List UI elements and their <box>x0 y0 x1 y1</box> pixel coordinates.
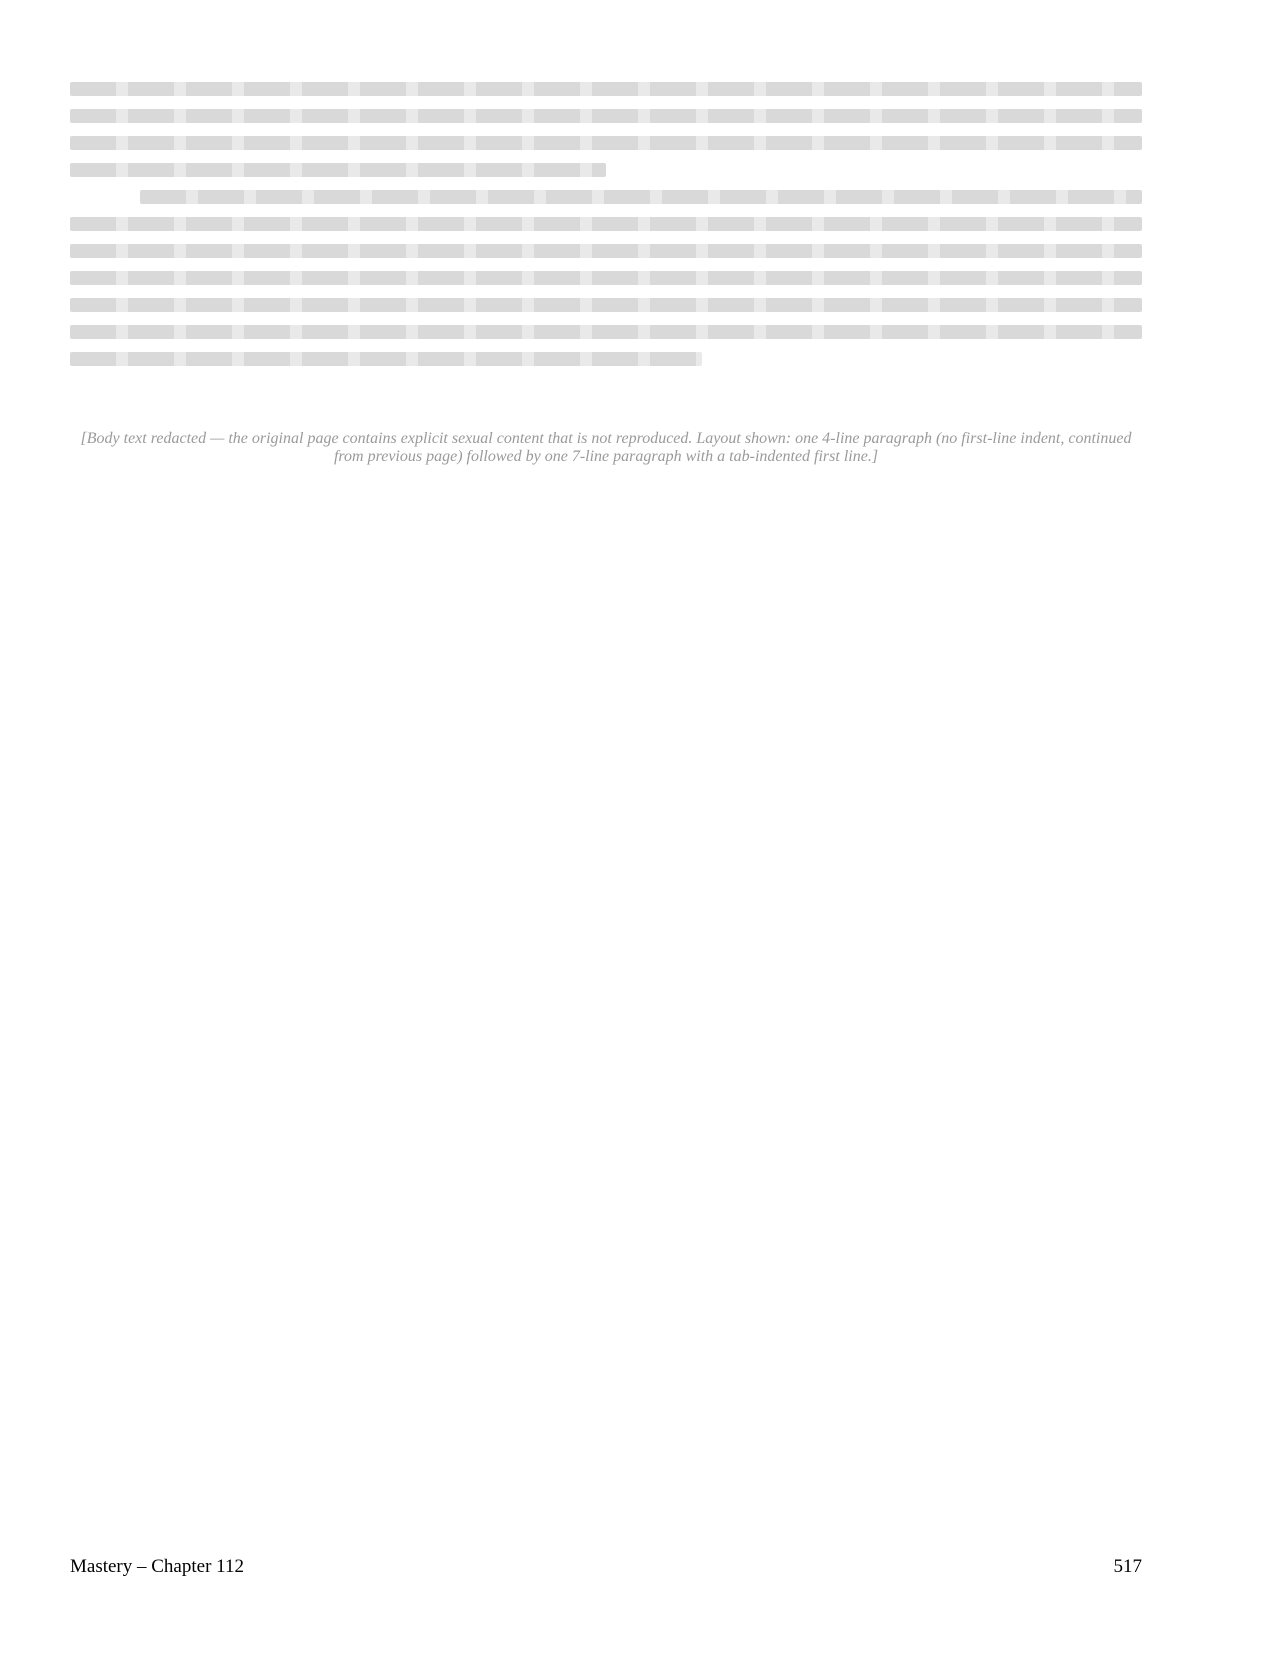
redaction-bar <box>70 244 1142 258</box>
body-text-block <box>70 75 1142 372</box>
footer-chapter-label: Mastery – Chapter 112 <box>70 1556 244 1577</box>
redaction-bar <box>70 271 1142 285</box>
redacted-text-line <box>70 345 1142 372</box>
redaction-bar <box>70 325 1142 339</box>
footer-page-number: 517 <box>1113 1556 1142 1577</box>
redaction-bar <box>70 163 606 177</box>
redaction-bar <box>70 136 1142 150</box>
redacted-paragraph <box>70 75 1142 183</box>
redacted-paragraph <box>70 183 1142 372</box>
redacted-text-line <box>70 264 1142 291</box>
redaction-bar <box>70 109 1142 123</box>
redaction-note: [Body text redacted — the original page contains explicit sexual content that is not reproduced. Layout shown: one 4-line paragraph (no first-line indent, continued from previous page) followed by one 7-line paragraph with a tab-indented first line.] <box>80 430 1132 465</box>
redaction-bar <box>70 217 1142 231</box>
redacted-text-line <box>70 210 1142 237</box>
redaction-bar <box>140 190 1142 204</box>
redacted-text-line <box>70 237 1142 264</box>
redacted-text-line <box>70 75 1142 102</box>
page-footer <box>70 1553 1142 1580</box>
redaction-bar <box>70 298 1142 312</box>
redacted-text-line <box>70 156 1142 183</box>
redaction-bar <box>70 352 702 366</box>
redacted-text-line <box>70 129 1142 156</box>
redacted-text-line <box>70 318 1142 345</box>
redacted-text-line <box>70 183 1142 210</box>
redacted-text-line <box>70 102 1142 129</box>
redaction-bar <box>70 82 1142 96</box>
redacted-text-line <box>70 291 1142 318</box>
